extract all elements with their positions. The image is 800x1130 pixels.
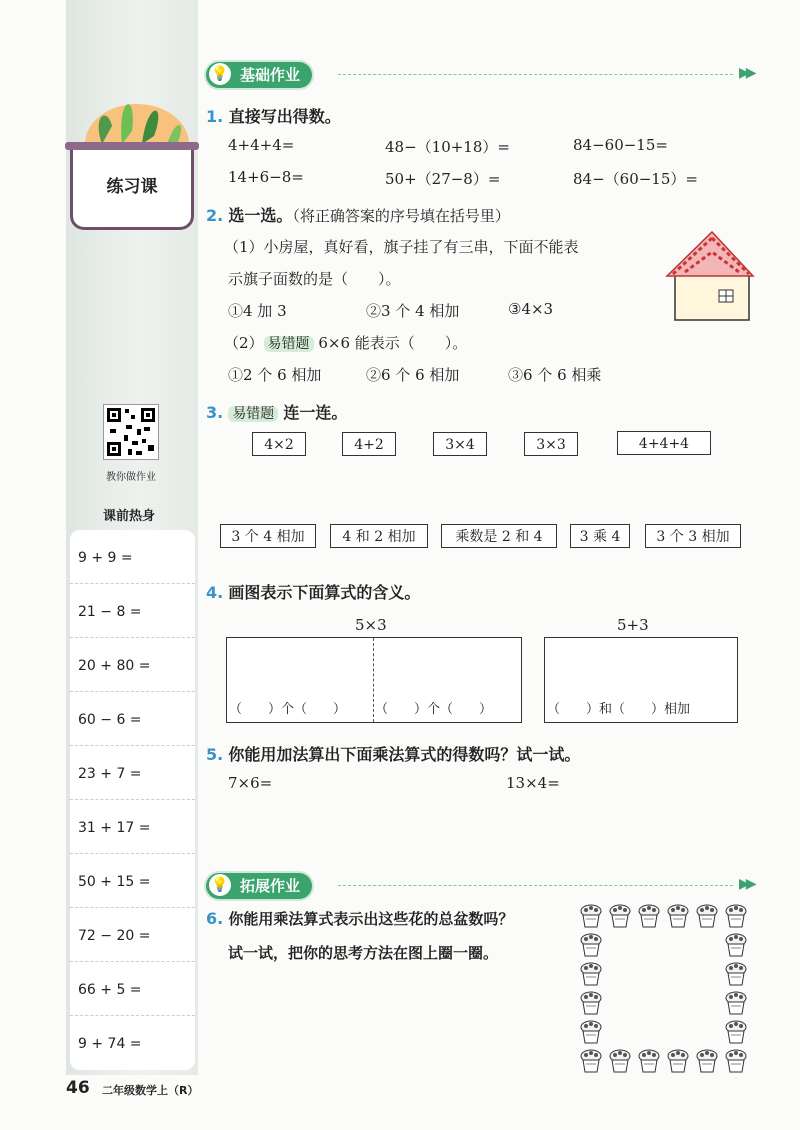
match-top-card[interactable]: 3×3 (524, 432, 578, 456)
warmup-item: 60 − 6 = (70, 692, 195, 746)
page-number: 46 (66, 1078, 90, 1098)
warmup-list (70, 530, 195, 1070)
q2-hint: （将正确答案的序号填在括号里） (292, 207, 510, 225)
q4-left-fill-a: （ ）个（ ） (229, 702, 347, 717)
q4-left-drawing-area[interactable] (226, 637, 522, 723)
warmup-item: 20 + 80 = (70, 638, 195, 692)
flower-pot-icon (581, 934, 601, 956)
match-bottom-card[interactable]: 3 乘 4 (570, 524, 630, 548)
flower-pot-icon (726, 934, 746, 956)
flower-pot-icon (726, 905, 746, 927)
extend-section-title: 拓展作业 (240, 877, 301, 895)
q6-line1: 你能用乘法算式表示出这些花的总盆数吗？ (228, 910, 514, 928)
warmup-item: 72 − 20 = (70, 908, 195, 962)
qr-caption: 教你做作业 (106, 472, 156, 483)
warmup-item: 23 + 7 = (70, 746, 195, 800)
q5-title: 你能用加法算出下面乘法算式的得数吗？试一试。 (228, 745, 581, 764)
flower-pots-illustration (578, 902, 754, 1074)
q5-number: 5. (206, 745, 224, 764)
flower-pot-icon (581, 1021, 601, 1043)
lesson-label: 练习课 (106, 177, 158, 197)
q3-title: 连一连。 (283, 403, 348, 422)
lightbulb-icon: 💡 (209, 63, 231, 85)
q4-divider (373, 638, 374, 722)
section-divider (338, 885, 733, 886)
lightbulb-icon: 💡 (209, 874, 231, 896)
match-top-card[interactable]: 3×4 (433, 432, 487, 456)
match-bottom-card[interactable]: 4 和 2 相加 (330, 524, 428, 548)
q1-title: 直接写出得数。 (228, 107, 341, 126)
double-arrow-icon: ▶▶ (739, 876, 753, 892)
q4-right-drawing-area[interactable] (544, 637, 738, 723)
book-title: 二年级数学上（R） (102, 1084, 199, 1097)
qr-code-icon[interactable] (103, 404, 159, 460)
flower-pot-icon (581, 963, 601, 985)
q2-p2-text: 6×6 能表示（ ）。 (318, 334, 468, 352)
section-divider (338, 74, 733, 75)
q4-title: 画图表示下面算式的含义。 (228, 583, 421, 602)
flower-pot-icon (610, 905, 630, 927)
q2-title: 选一选。 (228, 206, 293, 225)
warmup-item: 31 + 17 = (70, 800, 195, 854)
q2-option: ②3 个 4 相加 (366, 302, 460, 320)
q3-heading (206, 400, 347, 423)
q2-option: ③4×3 (508, 300, 554, 318)
flower-pot-icon (668, 1050, 688, 1072)
q1-item: 48−（10+18）= (385, 138, 510, 156)
house-illustration (665, 228, 755, 324)
q4-right-fill: （ ）和（ ）相加 (547, 702, 691, 717)
q2-number: 2. (206, 206, 224, 225)
q2-p1-line1: （1）小房屋，真好看，旗子挂了有三串，下面不能表 (224, 238, 579, 256)
label-card-hanger (65, 142, 199, 150)
q4-right-expression: 5+3 (617, 616, 649, 634)
q2-option: ①4 加 3 (228, 302, 287, 320)
q4-heading (206, 580, 420, 603)
flower-pot-icon (697, 1050, 717, 1072)
q6-line2: 试一试，把你的思考方法在图上圈一圈。 (228, 944, 499, 962)
q2-p2-prefix: （2） (224, 334, 264, 352)
warmup-item: 50 + 15 = (70, 854, 195, 908)
match-bottom-card[interactable]: 3 个 4 相加 (220, 524, 316, 548)
q4-left-fill-b: （ ）个（ ） (375, 702, 493, 717)
warmup-item: 9 + 74 = (78, 1036, 142, 1052)
warmup-item: 66 + 5 = (70, 962, 195, 1016)
error-prone-badge: 易错题 (264, 336, 314, 352)
q1-item: 4+4+4= (228, 136, 295, 154)
match-top-card[interactable]: 4+2 (342, 432, 396, 456)
q2-option: ①2 个 6 相加 (228, 366, 322, 384)
extend-section-header (206, 873, 758, 899)
q4-number: 4. (206, 583, 224, 602)
flower-pot-icon (610, 1050, 630, 1072)
flower-pot-icon (639, 905, 659, 927)
q5-item: 13×4= (506, 774, 560, 792)
warmup-item: 21 − 8 = (70, 584, 195, 638)
flower-pot-icon (668, 905, 688, 927)
lesson-label-card (70, 148, 194, 230)
match-bottom-card[interactable]: 3 个 3 相加 (645, 524, 741, 548)
extend-section-pill (206, 873, 312, 899)
flower-pot-icon (726, 992, 746, 1014)
flower-pot-icon (726, 1050, 746, 1072)
q1-number: 1. (206, 107, 224, 126)
error-prone-badge: 易错题 (228, 406, 278, 422)
warmup-title: 课前热身 (102, 509, 155, 524)
q2-heading (206, 203, 510, 226)
basic-section-title: 基础作业 (240, 66, 301, 84)
basic-section-pill (206, 62, 312, 88)
flower-pot-icon (581, 992, 601, 1014)
match-top-card[interactable]: 4+4+4 (617, 431, 711, 455)
q3-number: 3. (206, 403, 224, 422)
match-top-card[interactable]: 4×2 (252, 432, 306, 456)
basic-section-header (206, 62, 758, 88)
flower-pot-icon (726, 963, 746, 985)
q5-item: 7×6= (228, 774, 273, 792)
q2-option: ③6 个 6 相乘 (508, 366, 602, 384)
flower-pot-icon (726, 1021, 746, 1043)
warmup-item: 9 + 9 = (70, 530, 195, 584)
q2-option: ②6 个 6 相加 (366, 366, 460, 384)
q1-item: 84−60−15= (573, 136, 668, 154)
flower-pot-icon (639, 1050, 659, 1072)
flower-pot-icon (581, 905, 601, 927)
plant-illustration (82, 86, 192, 146)
q2-p1-line2: 示旗子面数的是（ ）。 (228, 270, 401, 288)
q1-heading (206, 104, 341, 127)
q1-item: 50+（27−8）= (385, 170, 501, 188)
double-arrow-icon: ▶▶ (739, 65, 753, 81)
q6-number: 6. (206, 909, 224, 928)
q5-heading (206, 742, 580, 765)
flower-pot-icon (697, 905, 717, 927)
q4-left-expression: 5×3 (355, 616, 387, 634)
match-bottom-card[interactable]: 乘数是 2 和 4 (441, 524, 557, 548)
q6-heading (206, 908, 513, 929)
flower-pot-icon (581, 1050, 601, 1072)
q1-item: 14+6−8= (228, 168, 304, 186)
q1-item: 84−（60−15）= (573, 170, 698, 188)
q2-p2 (224, 332, 467, 353)
